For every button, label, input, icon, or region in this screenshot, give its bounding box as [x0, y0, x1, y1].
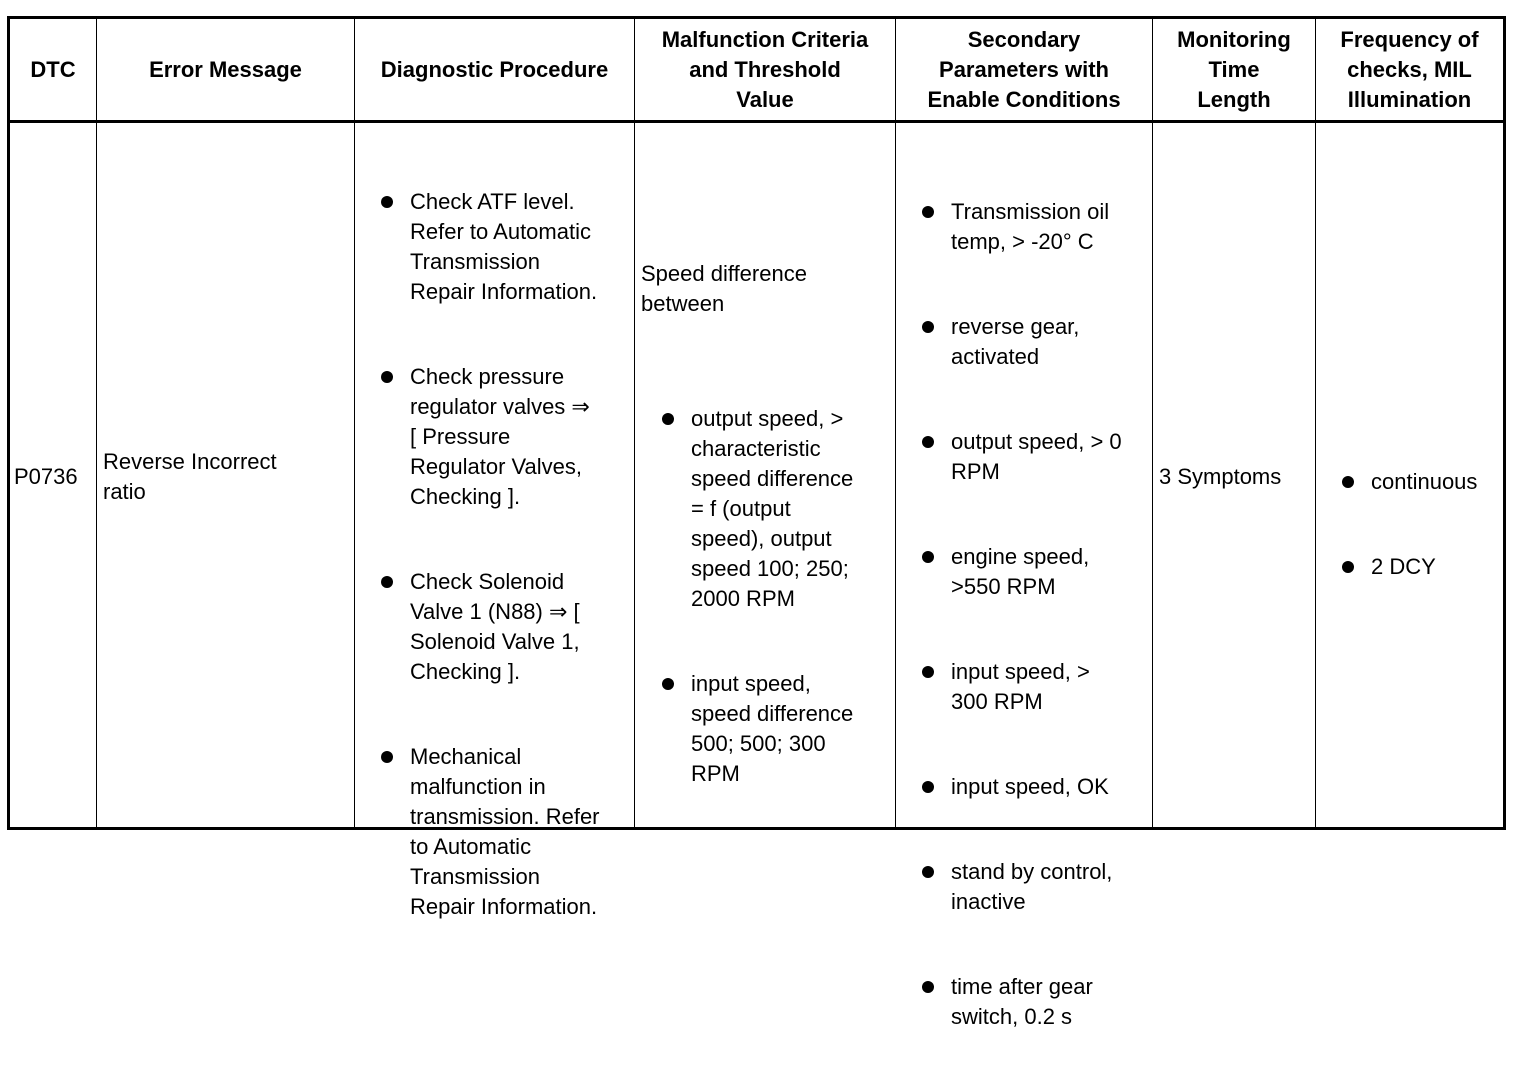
header-diagnostic-procedure: Diagnostic Procedure [380, 56, 609, 82]
diagnostic-procedure-list [378, 157, 634, 952]
bullet-icon [922, 551, 934, 563]
bullet-icon [922, 866, 934, 878]
secondary-parameters-cell [919, 137, 1153, 1092]
bullet-icon [922, 981, 934, 993]
header-secondary-parameters: Secondary Parameters with Enable Conditions [927, 26, 1121, 112]
bullet-icon [922, 666, 934, 678]
bullet-icon [662, 413, 674, 425]
malfunction-criteria-cell [641, 229, 895, 849]
list-item: 2 DCY [1339, 552, 1509, 582]
list-item: reverse gear, activated [919, 312, 1153, 372]
list-item: engine speed, >550 RPM [919, 542, 1153, 602]
list-item: Mechanical malfunction in transmission. Refer to Automatic Transmission Repair Information. [378, 742, 634, 922]
bullet-icon [922, 436, 934, 448]
bullet-icon [381, 751, 393, 763]
dtc-table [7, 16, 1506, 1029]
list-item: Check pressure regulator valves ⇒ [ Pressure Regulator Valves, Checking ]. [378, 362, 634, 512]
bullet-icon [1342, 476, 1354, 488]
malfunction-intro: Speed difference between [641, 261, 807, 316]
bullet-icon [381, 196, 393, 208]
list-item: Check Solenoid Valve 1 (N88) ⇒ [ Solenoid Valve 1, Checking ]. [378, 567, 634, 687]
monitoring-time: 3 Symptoms [1159, 464, 1282, 489]
header-monitoring-time: Monitoring Time Length [1177, 26, 1291, 112]
frequency-cell [1339, 407, 1509, 642]
list-item: output speed, > 0 RPM [919, 427, 1153, 487]
error-message: Reverse Incorrect ratio [103, 449, 277, 504]
list-item: output speed, > characteristic speed difference = f (output speed), output speed 100; 250; 2000 RPM [659, 404, 895, 614]
bullet-icon [662, 678, 674, 690]
dtc-code: P0736 [14, 464, 78, 489]
secondary-parameters-list [919, 167, 1153, 1062]
list-item: Check ATF level. Refer to Automatic Transmission Repair Information. [378, 187, 634, 307]
header-dtc: DTC [30, 56, 76, 82]
column-divider [354, 19, 355, 827]
bullet-icon [922, 321, 934, 333]
list-item: Transmission oil temp, > -20° C [919, 197, 1153, 257]
list-item: input speed, speed difference 500; 500; 300 RPM [659, 669, 895, 789]
bullet-icon [922, 781, 934, 793]
list-item: input speed, OK [919, 772, 1153, 802]
bullet-icon [381, 576, 393, 588]
list-item: time after gear switch, 0.2 s [919, 972, 1153, 1032]
bullet-icon [922, 206, 934, 218]
bullet-icon [1342, 561, 1354, 573]
list-item: continuous [1339, 467, 1509, 497]
list-item: stand by control, inactive [919, 857, 1153, 917]
column-divider [634, 19, 635, 827]
header-malfunction-criteria: Malfunction Criteria and Threshold Value [661, 26, 869, 112]
frequency-list [1339, 437, 1509, 612]
column-divider [895, 19, 896, 827]
header-error-message: Error Message [149, 56, 302, 82]
header-divider [10, 120, 1503, 123]
column-divider [96, 19, 97, 827]
list-item: input speed, > 300 RPM [919, 657, 1153, 717]
column-divider [1315, 19, 1316, 827]
header-frequency: Frequency of checks, MIL Illumination [1340, 26, 1479, 112]
bullet-icon [381, 371, 393, 383]
diagnostic-procedure-cell [378, 127, 634, 982]
malfunction-criteria-list [659, 374, 895, 819]
